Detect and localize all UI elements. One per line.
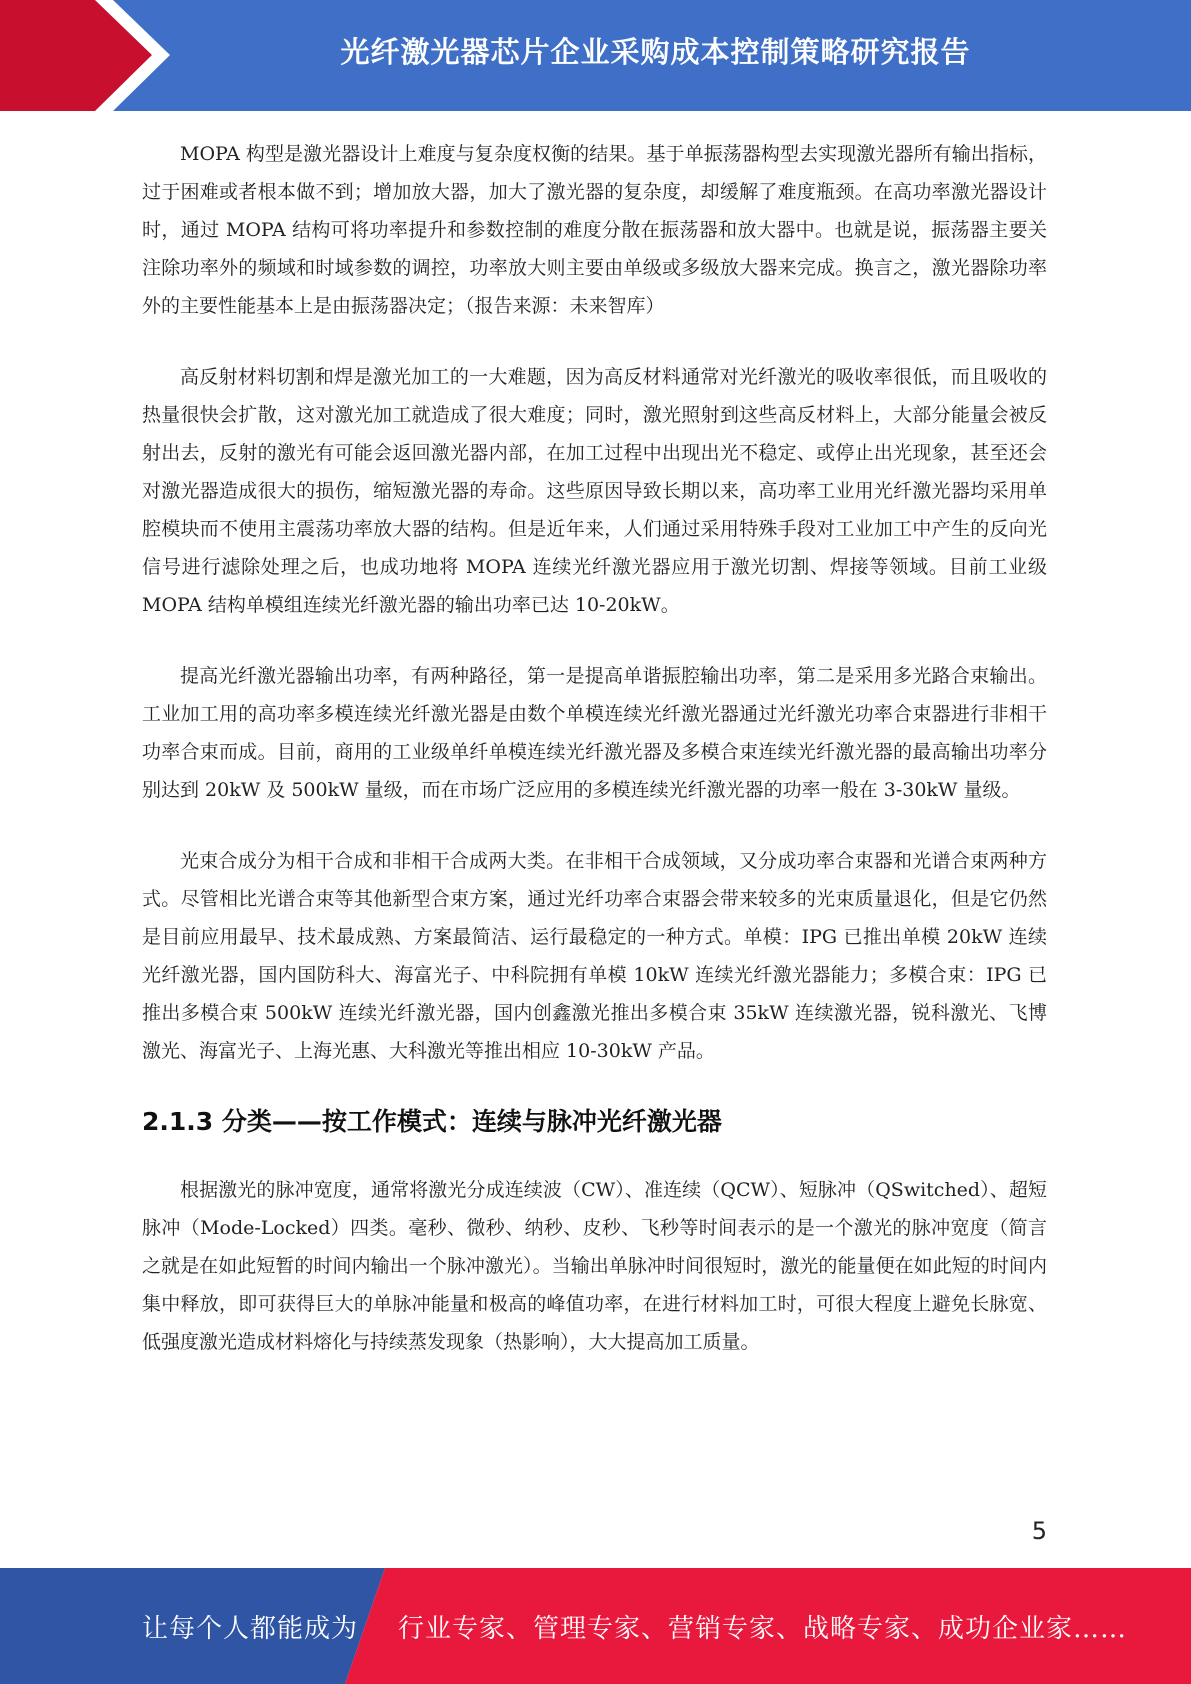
paragraph-output-power: 提高光纤激光器输出功率，有两种路径，第一是提高单谐振腔输出功率，第二是采用多光路合束输出。工业加工用的高功率多模连续光纤激光器是由数个单模连续光纤激光器通过光纤激光功率合束器进行非相干功率合束而成。目前，商用的工业级单纤单模连续光纤激光器及多模合束连续光纤激光器的最高输出功率分别达到 20kW 及 500kW 量级，而在市场广泛应用的多模连续光纤激光器的功率一般在 3-30kW 量级。: [142, 665, 1047, 801]
paragraph-mopa: MOPA 构型是激光器设计上难度与复杂度权衡的结果。基于单振荡器构型去实现激光器所有输出指标，过于困难或者根本做不到；增加放大器，加大了激光器的复杂度，却缓解了难度瓶颈。在高功率激光器设计时，通过 MOPA 结构可将功率提升和参数控制的难度分散在振荡器和放大器中。也就是说，振荡器主要关注除功率外的频域和时域参数的调控，功率放大则主要由单级或多级放大器来完成。换言之，激光器除功率外的主要性能基本上是由振荡器决定；（报告来源：未来智库）: [142, 143, 1047, 317]
paragraph-pulse-width: 根据激光的脉冲宽度，通常将激光分成连续波（CW）、准连续（QCW）、短脉冲（QSwitched）、超短脉冲（Mode-Locked）四类。毫秒、微秒、纳秒、皮秒、飞秒等时间表示的是一个激光的脉冲宽度（简言之就是在如此短暂的时间内输出一个脉冲激光）。当输出单脉冲时间很短时，激光的能量便在如此短的时间内集中释放，即可获得巨大的单脉冲能量和极高的峰值功率，在进行材料加工时，可很大程度上避免长脉宽、低强度激光造成材料熔化与持续蒸发现象（热影响），大大提高加工质量。: [142, 1179, 1047, 1353]
report-title: 光纤激光器芯片企业采购成本控制策略研究报告: [340, 34, 971, 69]
page-header: [0, 0, 1191, 111]
page-number: 5: [1031, 1517, 1047, 1545]
footer-slogan-right: 行业专家、管理专家、营销专家、战略专家、成功企业家……: [398, 1613, 1128, 1644]
paragraph-beam-combining: 光束合成分为相干合成和非相干合成两大类。在非相干合成领域，又分成功率合束器和光谱合束两种方式。尽管相比光谱合束等其他新型合束方案，通过光纤功率合束器会带来较多的光束质量退化，但是它仍然是目前应用最早、技术最成熟、方案最简洁、运行最稳定的一种方式。单模：IPG 已推出单模 20kW 连续光纤激光器，国内国防科大、海富光子、中科院拥有单模 10kW 连续光纤激光器能力；多模合束：IPG 已推出多模合束 500kW 连续光纤激光器，国内创鑫激光推出多模合束 35kW 连续激光器，锐科激光、飞博激光、海富光子、上海光惠、大科激光等推出相应 10-30kW 产品。: [142, 850, 1047, 1062]
document-body: [142, 135, 1047, 1361]
section-heading: 2.1.3 分类——按工作模式：连续与脉冲光纤激光器: [142, 1107, 722, 1136]
paragraph-high-reflective: 高反射材料切割和焊是激光加工的一大难题，因为高反材料通常对光纤激光的吸收率很低，而且吸收的热量很快会扩散，这对激光加工就造成了很大难度；同时，激光照射到这些高反材料上，大部分能量会被反射出去，反射的激光有可能会返回激光器内部，在加工过程中出现出光不稳定、或停止出光现象，甚至还会对激光器造成很大的损伤，缩短激光器的寿命。这些原因导致长期以来，高功率工业用光纤激光器均采用单腔模块而不使用主震荡功率放大器的结构。但是近年来，人们通过采用特殊手段对工业加工中产生的反向光信号进行滤除处理之后，也成功地将 MOPA 连续光纤激光器应用于激光切割、焊接等领域。目前工业级 MOPA 结构单模组连续光纤激光器的输出功率已达 10-20kW。: [142, 366, 1047, 616]
footer-slogan-left: 让每个人都能成为: [142, 1613, 359, 1644]
page-footer: [0, 1568, 1191, 1684]
